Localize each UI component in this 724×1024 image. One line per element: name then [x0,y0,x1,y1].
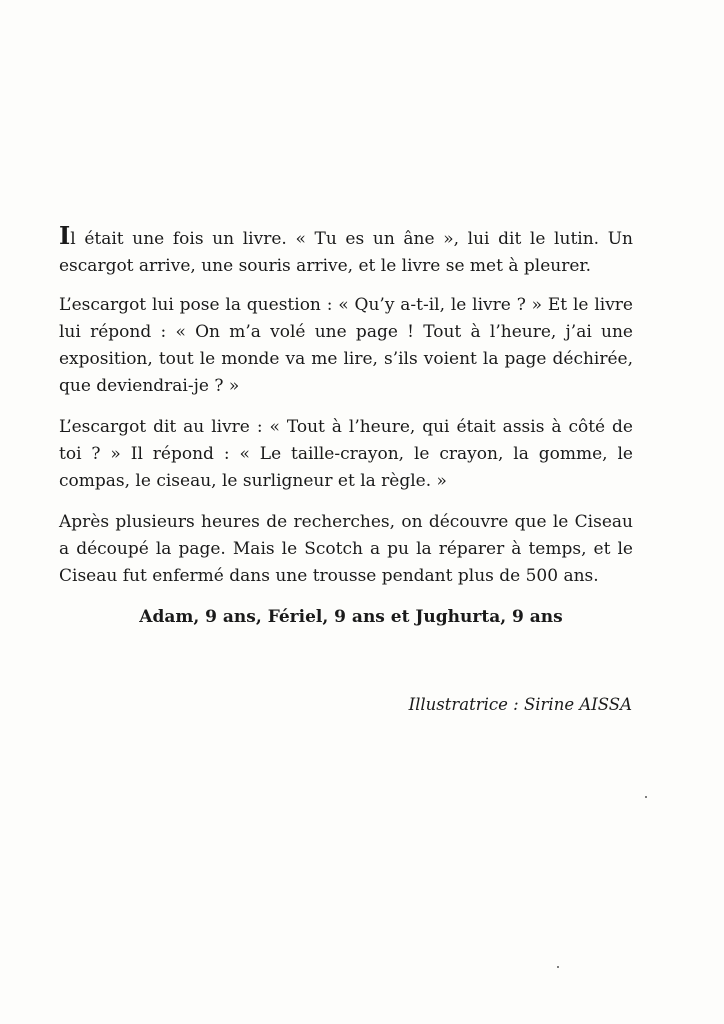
story-text [59,221,633,631]
drop-cap: I [59,221,71,250]
paragraph-1-text: l était une fois un livre. « Tu es un âne », lui dit le lutin. Un escargot arrive, une souris arrive, et le livre se met à pleurer. [59,229,633,276]
illustrator-credit: Illustratrice : Sirine AISSA [408,695,632,714]
paragraph-4: Après plusieurs heures de recherches, on découvre que le Ciseau a découpé la page. Mais le Scotch a pu la réparer à temps, et le Ciseau fut enfermé dans une trousse pendant plus de 500 ans. [59,512,633,586]
paper-speck [557,966,559,968]
paper-speck [645,796,647,798]
paragraph-3: L’escargot dit au livre : « Tout à l’heure, qui était assis à côté de toi ? » Il répond : « Le taille-crayon, le crayon, la gomme, le compas, le ciseau, le surligneur et la règle. » [59,417,633,491]
authors-line: Adam, 9 ans, Fériel, 9 ans et Jughurta, 9 ans [139,607,563,627]
paragraph-2: L’escargot lui pose la question : « Qu’y a-t-il, le livre ? » Et le livre lui répond : « On m’a volé une page ! Tout à l’heure, j’ai une exposition, tout le monde va me lire, s’ils voient la page déchirée, que deviendrai-je ? » [59,295,633,396]
paragraph-1 [59,221,633,280]
